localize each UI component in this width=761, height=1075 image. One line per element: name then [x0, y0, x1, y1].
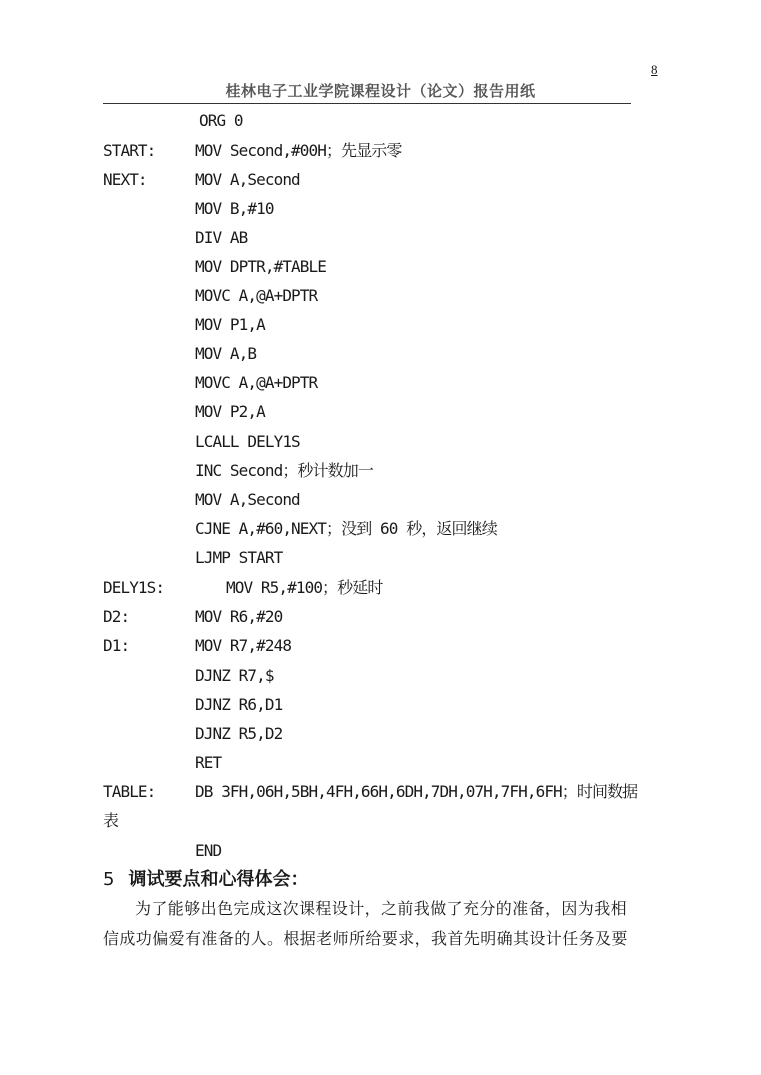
code-line: DB 3FH,06H,5BH,4FH,66H,6DH,7DH,07H,7FH,6FH；时间数据 — [195, 782, 638, 801]
code-line: CJNE A,#60,NEXT；没到 60 秒，返回继续 — [195, 519, 497, 538]
code-label: D1: — [103, 636, 130, 655]
paragraph-line: 为了能够出色完成这次课程设计，之前我做了充分的准备，因为我相 — [135, 899, 628, 918]
code-label: DELY1S: — [103, 578, 165, 597]
code-line: LJMP START — [195, 548, 283, 567]
page-number: 8 — [651, 62, 658, 77]
code-line: INC Second；秒计数加一 — [195, 461, 373, 480]
header-rule — [103, 103, 631, 104]
code-line: DJNZ R6,D1 — [195, 695, 283, 714]
section-number: 5 — [103, 869, 115, 890]
code-line: DJNZ R5,D2 — [195, 724, 283, 743]
code-line: MOV A,Second — [195, 170, 300, 189]
code-line-wrap: 表 — [103, 811, 119, 830]
code-line: MOVC A,@A+DPTR — [195, 286, 318, 305]
paragraph-line: 信成功偏爱有准备的人。根据老师所给要求，我首先明确其设计任务及要 — [103, 929, 628, 948]
code-line: MOV B,#10 — [195, 199, 274, 218]
code-line: MOV Second,#00H；先显示零 — [195, 141, 402, 160]
code-line: MOV R6,#20 — [195, 607, 283, 626]
code-label: START: — [103, 141, 156, 160]
code-line: MOV P1,A — [195, 315, 265, 334]
code-line: MOV A,B — [195, 344, 257, 363]
code-line: DIV AB — [195, 228, 248, 247]
code-label: D2: — [103, 607, 130, 626]
code-line: LCALL DELY1S — [195, 432, 300, 451]
code-label: NEXT: — [103, 170, 147, 189]
code-label: TABLE: — [103, 782, 156, 801]
section-heading — [103, 868, 308, 892]
code-line: MOVC A,@A+DPTR — [195, 373, 318, 392]
code-line: ORG 0 — [199, 111, 243, 130]
code-line: END — [195, 841, 222, 860]
section-title: 调试要点和心得体会： — [128, 869, 309, 890]
code-line: MOV R7,#248 — [195, 636, 292, 655]
code-line: RET — [195, 753, 222, 772]
header-title: 桂林电子工业学院课程设计（论文）报告用纸 — [225, 82, 536, 100]
code-line: MOV DPTR,#TABLE — [195, 257, 326, 276]
code-line: MOV P2,A — [195, 402, 265, 421]
code-line: DJNZ R7,$ — [195, 666, 274, 685]
code-line: MOV R5,#100；秒延时 — [226, 578, 383, 597]
code-line: MOV A,Second — [195, 490, 300, 509]
